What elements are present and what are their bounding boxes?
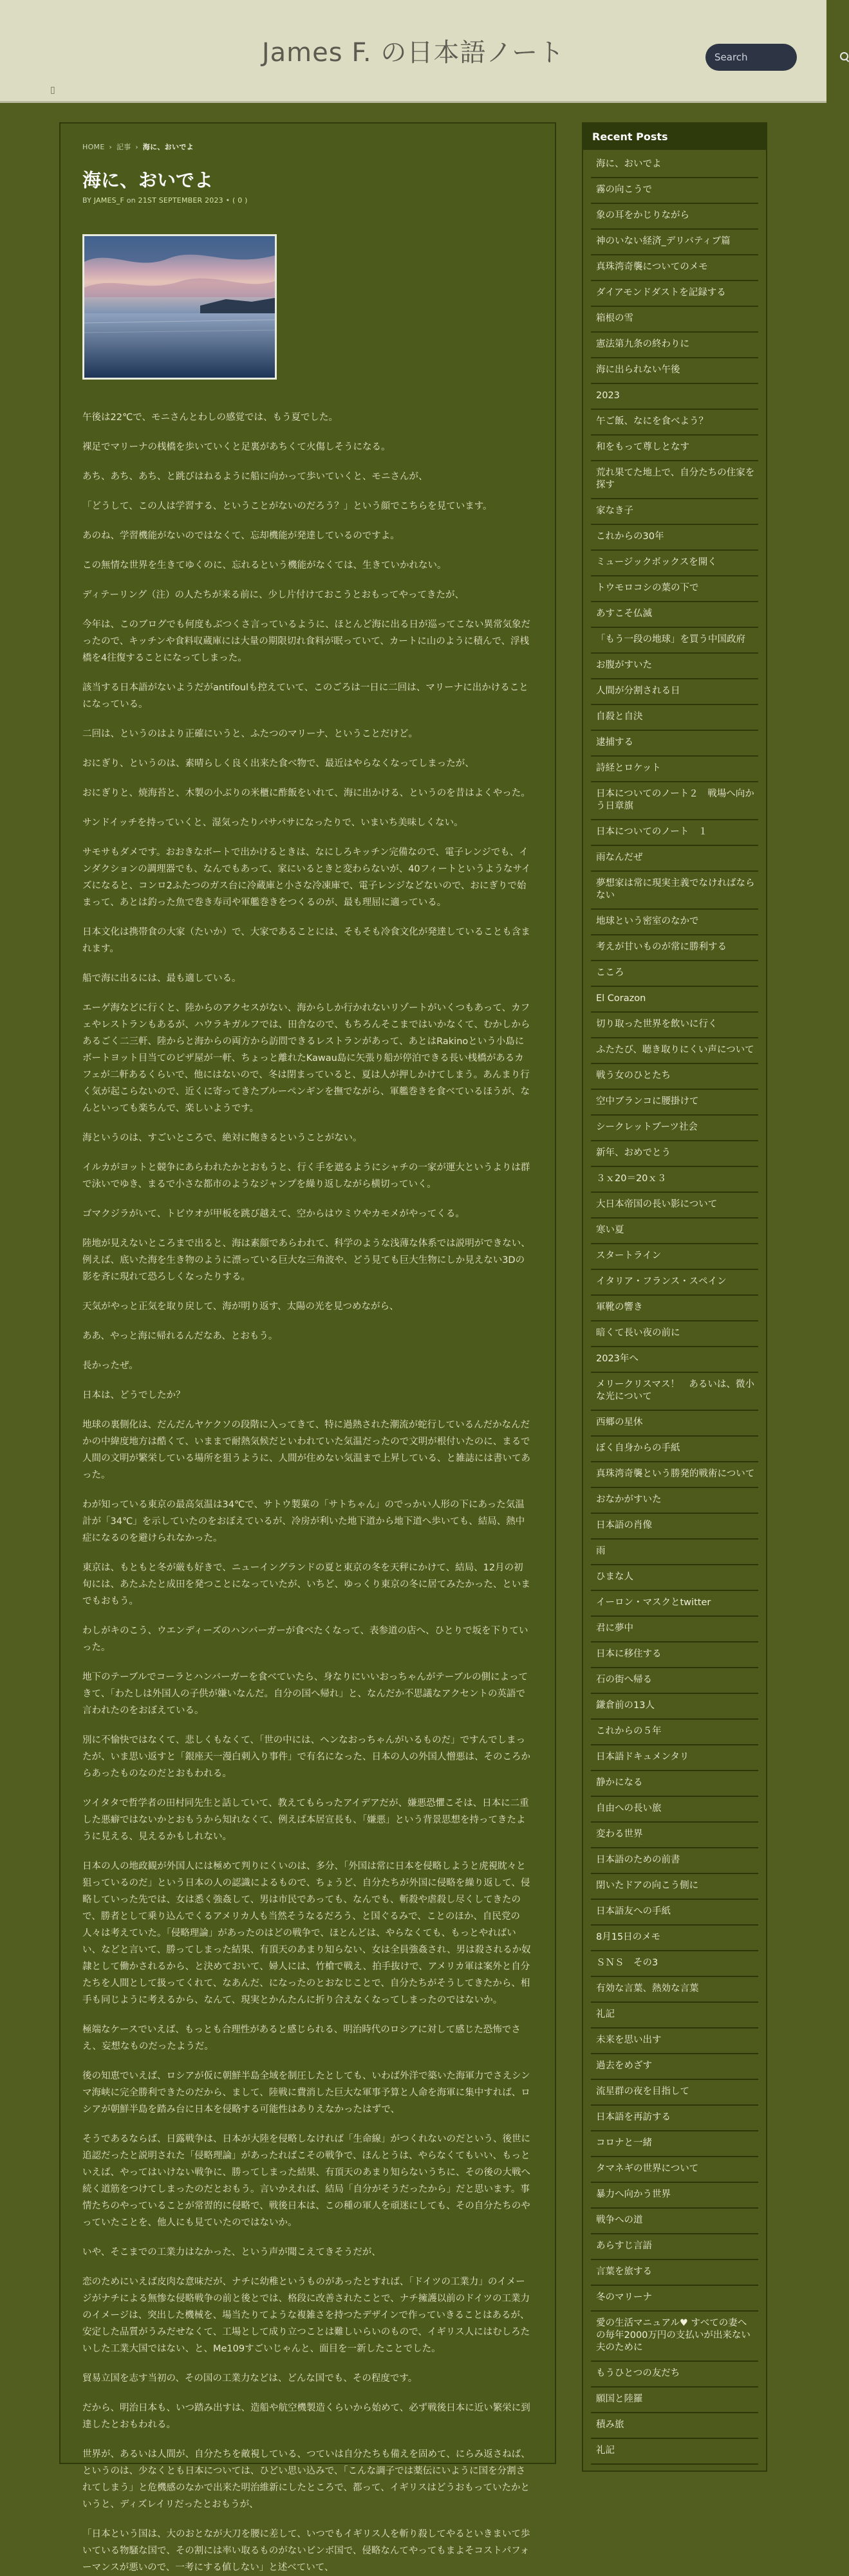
recent-post-link[interactable]: ダイアモンドダストを記録する xyxy=(591,281,758,307)
post-paragraph: おにぎり、というのは、素晴らしく良く出来た食べ物で、最近はやらなくなってしまったが、 xyxy=(82,759,474,769)
post-paragraph: 日本の人の地政観が外国人には極めて判りにくいのは、多分、「外国は常に日本を侵略しようと虎視眈々と狙っているのだ」という日本の人の認識によるもので、ちょうど、自分たちが外国に侵略を繰り返して、侵略していった先では、女は悉く強姦して、男は市民であっても、なんでも、斬殺や虐殺し尽くしてきたので、勝者として乗り込んでくるアメリカ人も当然そうなるだろう、と国ぐるみで、ことのほか、自民党の人々は考えていた。「侵略理論」があったのはどの戦争で、ほとんどは、やらなくても、もっとやればいい、などと言いて、勝ってしまった結果、有頂天のあまり知らない、女は全員強姦され、男は殺されるか奴隷として働かされるから、と決めておいて、婦人には、竹槍で戦え、拍手抜けで、アメリカ軍は案外と自分たちを人間として扱ってくれて、なあんだ、になったのとおなじことで、自分たちがそうしてきたから、相手も同じように考えるから、なんて、現実とかんたんに折り合えなくなってしまったのではないか。 xyxy=(82,1861,531,2005)
breadcrumb-separator: › xyxy=(109,143,113,151)
post-paragraph: 恋のためにいえば皮肉な意味だが、ナチに幼稚というものがあったとすれば、「ドイツの工業力」のイメージがナチによる無惨な侵略戦争の前と後とでは、格段に改善されたことで、ナチ擁護以前のドイツの工業力のイメージは、突出した機械を、場当たりてような複雑さを持つたデザインで作っていきることはあるが、安定した品質がうみだせなくて、工場として成り立つことは難しいらいのもので、イギリス人にはむしろたいした工業大国ではない、と、Me109すごいじゃんと、面目を一新したことでした。 xyxy=(82,2277,530,2354)
post-meta xyxy=(82,196,532,205)
recent-post-link[interactable]: あすこそ仏滅 xyxy=(591,602,758,628)
recent-post-link[interactable]: 鎌倉前の13人 xyxy=(591,1694,758,1720)
post-paragraph: 東京は、もともと冬が厳も好きで、ニューイングランドの夏と東京の冬を天秤にかけて、結局、12月の初旬には、あたふたと成田を発つことになっていたが、いちど、ゆっくり東京の冬に居てみたかった、といまでもおもう。 xyxy=(82,1563,530,1606)
comment-icon: • xyxy=(225,196,230,205)
post-paragraph: あち、あち、あち、と跳びはねるように船に向かって歩いていくと、モニさんが、 xyxy=(82,472,428,482)
post-paragraph: わが知っている東京の最高気温は34℃で、サトウ製菓の「サトちゃん」のでっかい人形の下にあった気温計が「34℃」を示していたのをおぼえているが、冷房が利いた地下道から地下道へ歩いても、結局、熱中症になるのを避けられなかった。 xyxy=(82,1500,525,1543)
recent-post-link[interactable]: 西郷の星休 xyxy=(591,1411,758,1437)
post-paragraph: ああ、やっと海に帰れるんだなあ、とおもう。 xyxy=(82,1331,278,1341)
post-paragraph: 今年は、このブログでも何度もぶつくさ言っているように、ほとんど海に出る日が巡ってこない異常気象だったので、キッチンや食料収蔵庫には大量の期限切れ食料が眠っていて、カートに山のように積んで、浮桟橋を4往復することになってしまった。 xyxy=(82,620,530,663)
post-paragraph: そうであるならば、日露戦争は、日本が大陸を侵略しなければ「生命線」がつくれないのだという、後世に追認だったと説明された「侵略理論」があったればこその戦争で、ほんとうは、やらなくてもいい、もっといえば、やってはいけない戦争に、勝ってしまった結果、有頂天のあまり知らないうちに、その後の大戦へ続く道筋をつけてしまったのだとおもう。言いかえれば、結局「自分がそうだったから」だと思います。事情たちのやっていることが常習的に侵略で、戦後日本は、この種の軍人を頑迷にしても、その自分たちのやっていたことを、他人にも見ていたのではないか。 xyxy=(82,2134,530,2228)
breadcrumb-separator: › xyxy=(135,143,138,151)
recent-post-link[interactable]: 象の耳をかじりながら xyxy=(591,204,758,230)
recent-post-link[interactable]: 石の街へ帰る xyxy=(591,1668,758,1694)
recent-post-link[interactable]: イーロン・マスクとtwitter xyxy=(591,1591,758,1617)
recent-post-link[interactable]: 切り取った世界を飲いに行く xyxy=(591,1013,758,1038)
post-paragraph: ディテーリング（注）の人たちが来る前に、少し片付けておこうとおもってやってきたが、 xyxy=(82,590,465,600)
post-paragraph: 「どうして、この人は学習する、ということがないのだろう？」という顔でこちらを見ています。 xyxy=(82,501,492,511)
recent-post-link[interactable]: 君に夢中 xyxy=(591,1617,758,1642)
post-paragraph: 地球の裏側化は、だんだんヤケクソの段階に入ってきて、特に過熱された潮流が蛇行しているんだかなんだかの中緯度地方は酷くて、いままで耐熱気候だといわれていた気温だったので文明が根付いたのに、まるで人間の文明が繁栄している場所を狙うように、人間が住めない気温まで上昇している、と雑誌には書いてあった。 xyxy=(82,1420,530,1480)
post-paragraph: 「日本という国は、大のおとなが大刀を腰に差して、いつでもイギリス人を斬り殺してやるといきまいて歩いている物騒な国で、その割には率い取るものがないビンボ国で、侵略なんてやってもまよそコストパフォーマンスが悪いので、一考にする値しない」と述べていて、 xyxy=(82,2529,530,2573)
post-paragraph: あのね、学習機能がないのではなくて、忘却機能が発達しているのですよ。 xyxy=(82,531,400,541)
post-paragraph: 海というのは、すごいところで、絶対に飽きるということがない。 xyxy=(82,1133,362,1143)
recent-post-link[interactable]: 午ご飯、なにを食べよう？ xyxy=(591,410,758,436)
recent-post-link[interactable]: ふたたび、聴き取りにくい声について xyxy=(591,1038,758,1064)
recent-post-link[interactable]: 冬のマリーナ xyxy=(591,2286,758,2312)
recent-post-link[interactable]: 暴力へ向かう世界 xyxy=(591,2183,758,2209)
recent-post-link[interactable]: El Corazon xyxy=(591,987,758,1013)
recent-post-link[interactable]: 言葉を旅する xyxy=(591,2260,758,2286)
recent-post-link[interactable]: 2023 xyxy=(591,384,758,410)
post-title: 海に、おいでよ xyxy=(82,169,214,191)
post-date[interactable]: 21ST SEPTEMBER 2023 xyxy=(138,196,223,205)
recent-post-link[interactable]: 日本に移住する xyxy=(591,1642,758,1668)
post-paragraph: 極端なケースでいえば、もっとも合理性があると感じられる、明治時代のロシアに対して感じた恐怖でさえ、妄想なものだったようだ。 xyxy=(82,2025,521,2052)
post-photo xyxy=(82,234,277,380)
recent-posts-title: Recent Posts xyxy=(583,124,766,150)
recent-post-link[interactable]: 詩経とロケット xyxy=(591,757,758,782)
recent-post-link[interactable]: 和をもって尊しとなす xyxy=(591,436,758,461)
search-box[interactable] xyxy=(705,44,797,71)
main-content xyxy=(59,122,556,2573)
recent-post-link[interactable]: 日本語の肖像 xyxy=(591,1514,758,1540)
breadcrumb xyxy=(82,142,532,152)
recent-post-link[interactable]: 人間が分割される日 xyxy=(591,679,758,705)
post xyxy=(61,124,555,2576)
recent-post-link[interactable]: 積み旅 xyxy=(591,2413,758,2439)
recent-post-link[interactable]: 戦う女のひとたち xyxy=(591,1064,758,1090)
post-paragraph: ツイタタで哲学者の田村同先生と話していて、教えてもらったアイデアだが、嫌悪恐懼こそは、日本に二重した悪癖ではないかとおもうから知れなくて、例えば本居宣長も、「嫌悪」という背景思想を持ってきたように見える、見えるかもしれない。 xyxy=(82,1798,529,1842)
recent-post-link[interactable]: トウモロコシの葉の下で xyxy=(591,576,758,602)
site-header xyxy=(0,0,826,103)
recent-post-link[interactable]: ３ｘ20＝20ｘ３ xyxy=(591,1167,758,1193)
recent-post-link[interactable]: 箱根の雪 xyxy=(591,307,758,333)
recent-post-link[interactable]: 家なき子 xyxy=(591,499,758,525)
recent-post-link[interactable]: 願国と陸羅 xyxy=(591,2387,758,2413)
recent-post-link[interactable]: これからの30年 xyxy=(591,525,758,551)
recent-post-link[interactable]: 地球という密室のなかで xyxy=(591,910,758,935)
recent-post-link[interactable]: 8月15日のメモ xyxy=(591,1926,758,1951)
menu-icon[interactable]: ▯ xyxy=(50,85,55,95)
post-paragraph: 地下のテーブルでコーラとハンバーガーを食べていたら、身なりにいいおっちゃんがテーブルの側によってきて、「わたしは外国人の子供が嫌いなんだ。自分の国へ帰れ」と、なんだか不思議なアクセントの英語で言われたのをおぼえている。 xyxy=(82,1672,528,1716)
post-author[interactable]: JAMES_F xyxy=(93,196,125,205)
recent-post-link[interactable]: 流星群の夜を目指して xyxy=(591,2080,758,2106)
recent-post-link[interactable]: 雨なんだぜ xyxy=(591,846,758,872)
recent-post-link[interactable]: 有効な言葉、熱効な言葉 xyxy=(591,1977,758,2003)
recent-post-link[interactable]: 日本語友への手紙 xyxy=(591,1900,758,1926)
post-paragraph: この無情な世界を生きてゆくのに、忘れるという機能がなくては、生きていかれない。 xyxy=(82,560,447,571)
breadcrumb-home[interactable]: HOME xyxy=(82,143,105,151)
post-paragraph: おにぎりと、焼海苔と、木製の小ぶりの米櫃に酢飯をいれて、海に出かける、というのを昔はよくやった。 xyxy=(82,788,530,798)
recent-post-link[interactable]: 閉いたドアの向こう側に xyxy=(591,1874,758,1900)
recent-post-link[interactable]: メリークリスマス！ あるいは、微小な光について xyxy=(591,1373,758,1411)
post-paragraph: 裸足でマリーナの桟橋を歩いていくと足裏があちくて火傷しそうになる。 xyxy=(82,442,391,452)
recent-post-link[interactable]: 愛の生活マニュアル♥ すべての妻への毎年2000万円の支払いが出来ない夫のために xyxy=(591,2312,758,2362)
sidebar xyxy=(582,122,767,2472)
recent-post-link[interactable]: 新年、おめでとう xyxy=(591,1141,758,1167)
post-paragraph: だから、明治日本も、いつ踏み出すは、造船や航空機製造くらいから始めて、必ず戦後日本に近い繁栄に到達したとおもわれる。 xyxy=(82,2403,530,2430)
recent-post-link[interactable]: 静かになる xyxy=(591,1771,758,1797)
recent-post-link[interactable]: イタリア・フランス・スペイン xyxy=(591,1270,758,1296)
post-paragraph: 世界が、あるいは人間が、自分たちを敵視している、つていは自分たちも備えを固めて、にらみ返さねば、というのは、少なくとも日本については、ひどい思い込みで、「こんな調子では薬伝にいように国を分割されてしまう」と危機感のなかで出来た明治維新にしたところで、都って、イギリスはどうおもっていたかというと、ディズレイリだったとおもうが、 xyxy=(82,2449,530,2510)
post-paragraph: 日本文化は携帯食の大家（たいか）で、大家であることには、そもそも冷食文化が発達していることも含まれます。 xyxy=(82,927,530,954)
recent-post-link[interactable]: 真珠湾奇襲という勝発的戦術について xyxy=(591,1462,758,1488)
recent-post-link[interactable]: 憲法第九条の終わりに xyxy=(591,333,758,358)
recent-post-link[interactable]: 軍靴の響き xyxy=(591,1296,758,1321)
recent-post-link[interactable]: スタートライン xyxy=(591,1244,758,1270)
recent-post-link[interactable]: コロナと一緒 xyxy=(591,2131,758,2157)
post-paragraph: 天気がやっと正気を取り戻して、海が明り返す、太陽の光を見つめながら、 xyxy=(82,1302,399,1312)
post-paragraph: サモサもダメです。おおきなボートで出かけるときは、なにしろキッチン完備なので、電子レンジでも、インダクションの調理器でも、なんでもあって、家にいるときと変わらないが、40フィートというようなサイズになると、コンロ2ふたつのガス台に冷蔵庫と小さな冷凍庫で、電子レンジなどないので、おにぎりで始まって、あとは釣った魚で巻き寿司や軍艦巻きをつくるのが、最も理屈に適っている。 xyxy=(82,847,531,908)
recent-post-link[interactable]: 過去をめざす xyxy=(591,2054,758,2080)
recent-post-link[interactable]: 夢想家は常に現実主義でなければならない xyxy=(591,872,758,910)
recent-post-link[interactable]: ミュージックボックスを開く xyxy=(591,551,758,576)
recent-post-link[interactable]: 自由への長い旅 xyxy=(591,1797,758,1823)
breadcrumb-current: 海に、おいでよ xyxy=(142,143,194,151)
recent-post-link[interactable]: こころ xyxy=(591,961,758,987)
sea-sunset-image xyxy=(84,236,275,378)
post-paragraph: 午後は22℃で、モニさんとわしの感覚では、もう夏でした。 xyxy=(82,412,338,423)
recent-post-link[interactable]: 雨 xyxy=(591,1540,758,1565)
post-body xyxy=(82,409,532,2576)
recent-post-link[interactable]: 「もう一段の地球」を買う中国政府 xyxy=(591,628,758,654)
recent-post-link[interactable]: 暗くて長い夜の前に xyxy=(591,1321,758,1347)
recent-post-link[interactable]: 日本についてのノート １ xyxy=(591,820,758,846)
recent-post-link[interactable]: ひまな人 xyxy=(591,1565,758,1591)
post-paragraph: 二回は、というのはより正確にいうと、ふたつのマリーナ、ということだけど。 xyxy=(82,729,418,739)
recent-post-link[interactable]: 日本語を再訪する xyxy=(591,2106,758,2131)
recent-post-link[interactable]: 2023年へ xyxy=(591,1347,758,1373)
recent-post-link[interactable]: 寒い夏 xyxy=(591,1219,758,1244)
post-paragraph: サンドイッチを持っていくと、湿気ったりパサパサになったりで、いまいち美味しくない。 xyxy=(82,818,463,828)
recent-post-link[interactable]: お腹がすいた xyxy=(591,654,758,679)
recent-post-link[interactable]: タマネギの世界について xyxy=(591,2157,758,2183)
meta-by: BY xyxy=(82,196,92,205)
post-paragraph: 日本は、どうでしたか？ xyxy=(82,1390,185,1401)
recent-post-link[interactable]: 礼記 xyxy=(591,2003,758,2029)
recent-post-link[interactable]: 自殺と自決 xyxy=(591,705,758,731)
recent-post-link[interactable]: 海に、おいでよ xyxy=(591,152,758,178)
recent-post-link[interactable]: おなかがすいた xyxy=(591,1488,758,1514)
recent-post-link[interactable]: 未来を思い出す xyxy=(591,2029,758,2054)
recent-post-link[interactable]: 真珠湾奇襲についてのメモ xyxy=(591,255,758,281)
meta-on: on xyxy=(126,196,136,205)
recent-post-link[interactable]: 礼記 xyxy=(591,2439,758,2465)
post-paragraph: エーゲ海などに行くと、陸からのアクセスがない、海からしか行かれないリゾートがいくつもあって、カフェやレストランもあるが、ハウラキガルフでは、田舎なので、もちろんそこまではいかなくて、むかしからあるごく二三軒、陸からと海からの両方から訪問できるレストランがあって、あとはRakinoという小島にボートヨット目当てのピザ屋が一軒、ちょっと離れたKawau島に矢張り船が停泊できる長い桟橋があるカフェが二軒あるくらいで、他にはないので、冬は閉まっていると、夏は人が押しかけてしまう。あんまり行く気が起こらないので、近くに寄ってきたブルーペンギンを撫でながら、軍艦巻きを食べているほうが、なんといっても楽ちんで、楽しいようです。 xyxy=(82,1003,530,1114)
post-paragraph: わしがキのこう、ウエンディーズのハンバーガーが食べたくなって、表参道の店へ、ひとりで坂を下りていった。 xyxy=(82,1626,528,1653)
post-paragraph: 該当する日本語がないようだがantifoulも控えていて、このごろは一日に二回は、マリーナに出かけることになっている。 xyxy=(82,683,528,710)
post-paragraph: 船で海に出るには、最も適している。 xyxy=(82,973,241,984)
recent-post-link[interactable]: 考えが甘いものが常に勝利する xyxy=(591,935,758,961)
recent-post-link[interactable]: 海に出られない午後 xyxy=(591,358,758,384)
post-paragraph: 貿易立国を志す当初の、その国の工業力などは、どんな国でも、その程度です。 xyxy=(82,2373,418,2384)
post-paragraph: いや、そこまでの工業力はなかった、という声が聞こえてきそうだが、 xyxy=(82,2247,381,2258)
post-paragraph: 陸地が見えないところまで出ると、海は素顔であらわれて、科学のような浅薄な体系では説明ができない、例えば、底いた海を生き物のように漂っている巨大な三角波や、どう見ても巨大生物にしか見えない3Dの影を斉に現れて恐ろしくなったりする。 xyxy=(82,1238,530,1282)
breadcrumb-category[interactable]: 記事 xyxy=(116,143,131,151)
post-paragraph: ゴマクジラがいて、トビウオが甲板を跳び越えて、空からはウミウやカモメがやってくる。 xyxy=(82,1209,465,1219)
site-title[interactable]: James F. の日本語ノート xyxy=(261,38,565,68)
recent-post-link[interactable]: 空中ブランコに腰掛けて xyxy=(591,1090,758,1116)
comment-count[interactable]: ( 0 ) xyxy=(232,196,248,205)
recent-post-link[interactable]: 日本語のための前書 xyxy=(591,1848,758,1874)
post-paragraph: 別に不愉快ではなくて、悲しくもなくて、「世の中には、ヘンなおっちゃんがいるものだ」ですんでしまったが、いま思い返すと「銀座天一漫白刺入り事件」で有名になった、日本の人の外国人憎悪は、そのころからあったものなのだとおもわれる。 xyxy=(82,1735,530,1779)
recent-post-link[interactable]: 日本についてのノート２ 戦場へ向かう日章旗 xyxy=(591,782,758,820)
recent-post-link[interactable]: 大日本帝国の長い影について xyxy=(591,1193,758,1219)
post-paragraph: 長かったぜ。 xyxy=(82,1361,138,1371)
recent-post-link[interactable]: 霧の向こうで xyxy=(591,178,758,204)
recent-posts-list xyxy=(583,150,766,2465)
recent-post-link[interactable]: ＳＮＳ その3 xyxy=(591,1951,758,1977)
recent-post-link[interactable]: シークレットブーツ社会 xyxy=(591,1116,758,1141)
recent-post-link[interactable]: 荒れ果てた地上で、自分たちの住家を探す xyxy=(591,461,758,499)
search-input[interactable] xyxy=(714,51,839,63)
post-paragraph: 後の知恵でいえば、ロシアが仮に朝鮮半島全域を制圧したとしても、いわば外洋で築いた海軍力でさえシンマ海峡に完全勝利できたのだから、まして、陸戦に費消した巨大な軍事予算と人命を海軍に集中すれば、ロシアが朝鮮半島を踏み台に日本を侵略する可能性はありえなかったはずで、 xyxy=(82,2071,530,2115)
recent-post-link[interactable]: 戦争への道 xyxy=(591,2209,758,2234)
recent-post-link[interactable]: もうひとつの友だち xyxy=(591,2362,758,2387)
recent-post-link[interactable]: あらすじ言語 xyxy=(591,2234,758,2260)
recent-post-link[interactable]: 神のいない経済_デリバティブ篇 xyxy=(591,230,758,255)
post-paragraph: イルカがヨットと競争にあらわれたかとおもうと、行く手を遮るようにシャチの一家が運大というよりは群で泳いでゆき、まるで小さな都市のようなジャンプを繰り返しながら横切っていく。 xyxy=(82,1163,530,1190)
recent-post-link[interactable]: 逮捕する xyxy=(591,731,758,757)
recent-post-link[interactable]: 日本語ドキュメンタリ xyxy=(591,1745,758,1771)
recent-post-link[interactable]: 変わる世界 xyxy=(591,1823,758,1848)
recent-post-link[interactable]: これからの５年 xyxy=(591,1720,758,1745)
recent-post-link[interactable]: ぼく自身からの手紙 xyxy=(591,1437,758,1462)
